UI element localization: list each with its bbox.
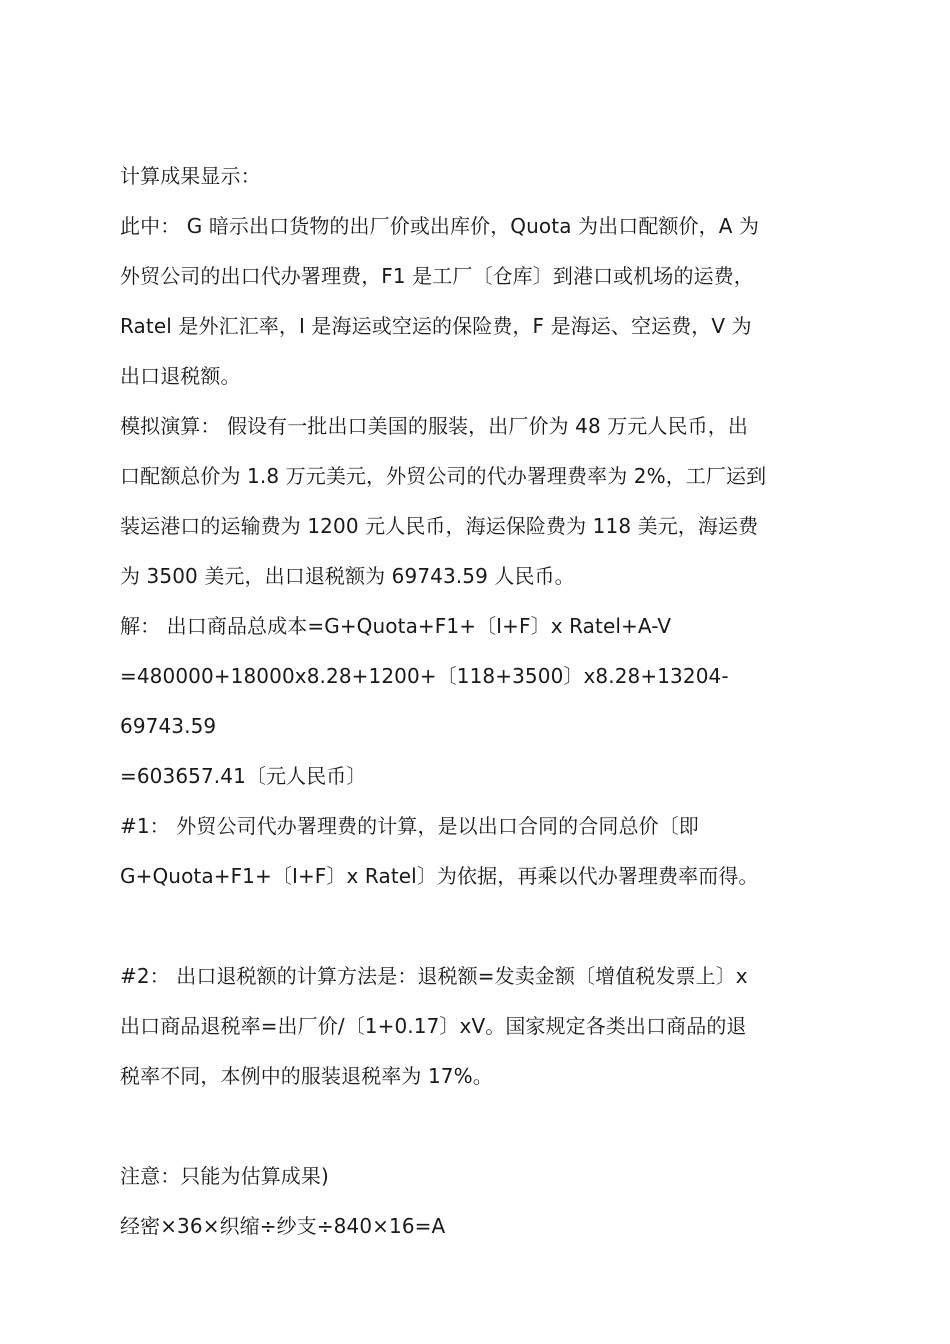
blank-line [120,1101,840,1151]
text-line-definition-1: 此中： G 暗示出口货物的出厂价或出库价，Quota 为出口配额价，A 为 [120,214,760,238]
text-line-fabric-formula: 经密×36×织缩÷纱支÷840×16=A [120,1214,446,1238]
text-line-solution-calc-2: 69743.59 [120,714,217,738]
text-line-note2-3: 税率不同，本例中的服装退税率为 17%。 [120,1064,493,1088]
text-line-note1-1: #1： 外贸公司代办署理费的计算，是以出口合同的合同总价〔即 [120,814,699,838]
text-line-simulation-2: 口配额总价为 1.8 万元美元，外贸公司的代办署理费率为 2%，工厂运到 [120,464,767,488]
text-line-definition-2: 外贸公司的出口代办署理费，F1 是工厂〔仓库〕到港口或机场的运费， [120,264,754,288]
text-line-simulation-4: 为 3500 美元，出口退税额为 69743.59 人民币。 [120,564,575,588]
text-line-results-heading: 计算成果显示： [120,164,261,188]
text-line-note2-2: 出口商品退税率=出厂价/〔1+0.17〕xV。国家规定各类出口商品的退 [120,1014,747,1038]
text-line-definition-4: 出口退税额。 [120,364,241,388]
text-line-solution-formula: 解： 出口商品总成本=G+Quota+F1+〔I+F〕x Ratel+A-V [120,614,672,638]
text-line-note2-1: #2： 出口退税额的计算方法是：退税额=发卖金额〔增值税发票上〕x [120,964,748,988]
text-line-simulation-1: 模拟演算： 假设有一批出口美国的服装，出厂价为 48 万元人民币，出 [120,414,748,438]
text-line-attention: 注意：只能为估算成果) [120,1164,329,1188]
text-line-solution-result: =603657.41〔元人民币〕 [120,764,367,788]
text-line-note1-2: G+Quota+F1+〔I+F〕x Ratel〕为依据，再乘以代办署理费率而得。 [120,864,759,888]
text-line-definition-3: Ratel 是外汇汇率，I 是海运或空运的保险费，F 是海运、空运费，V 为 [120,314,752,338]
text-line-solution-calc-1: =480000+18000x8.28+1200+〔118+3500〕x8.28+13204- [120,664,729,688]
document-body [120,151,840,1251]
blank-line [120,901,840,951]
text-line-simulation-3: 装运港口的运输费为 1200 元人民币，海运保险费为 118 美元，海运费 [120,514,759,538]
